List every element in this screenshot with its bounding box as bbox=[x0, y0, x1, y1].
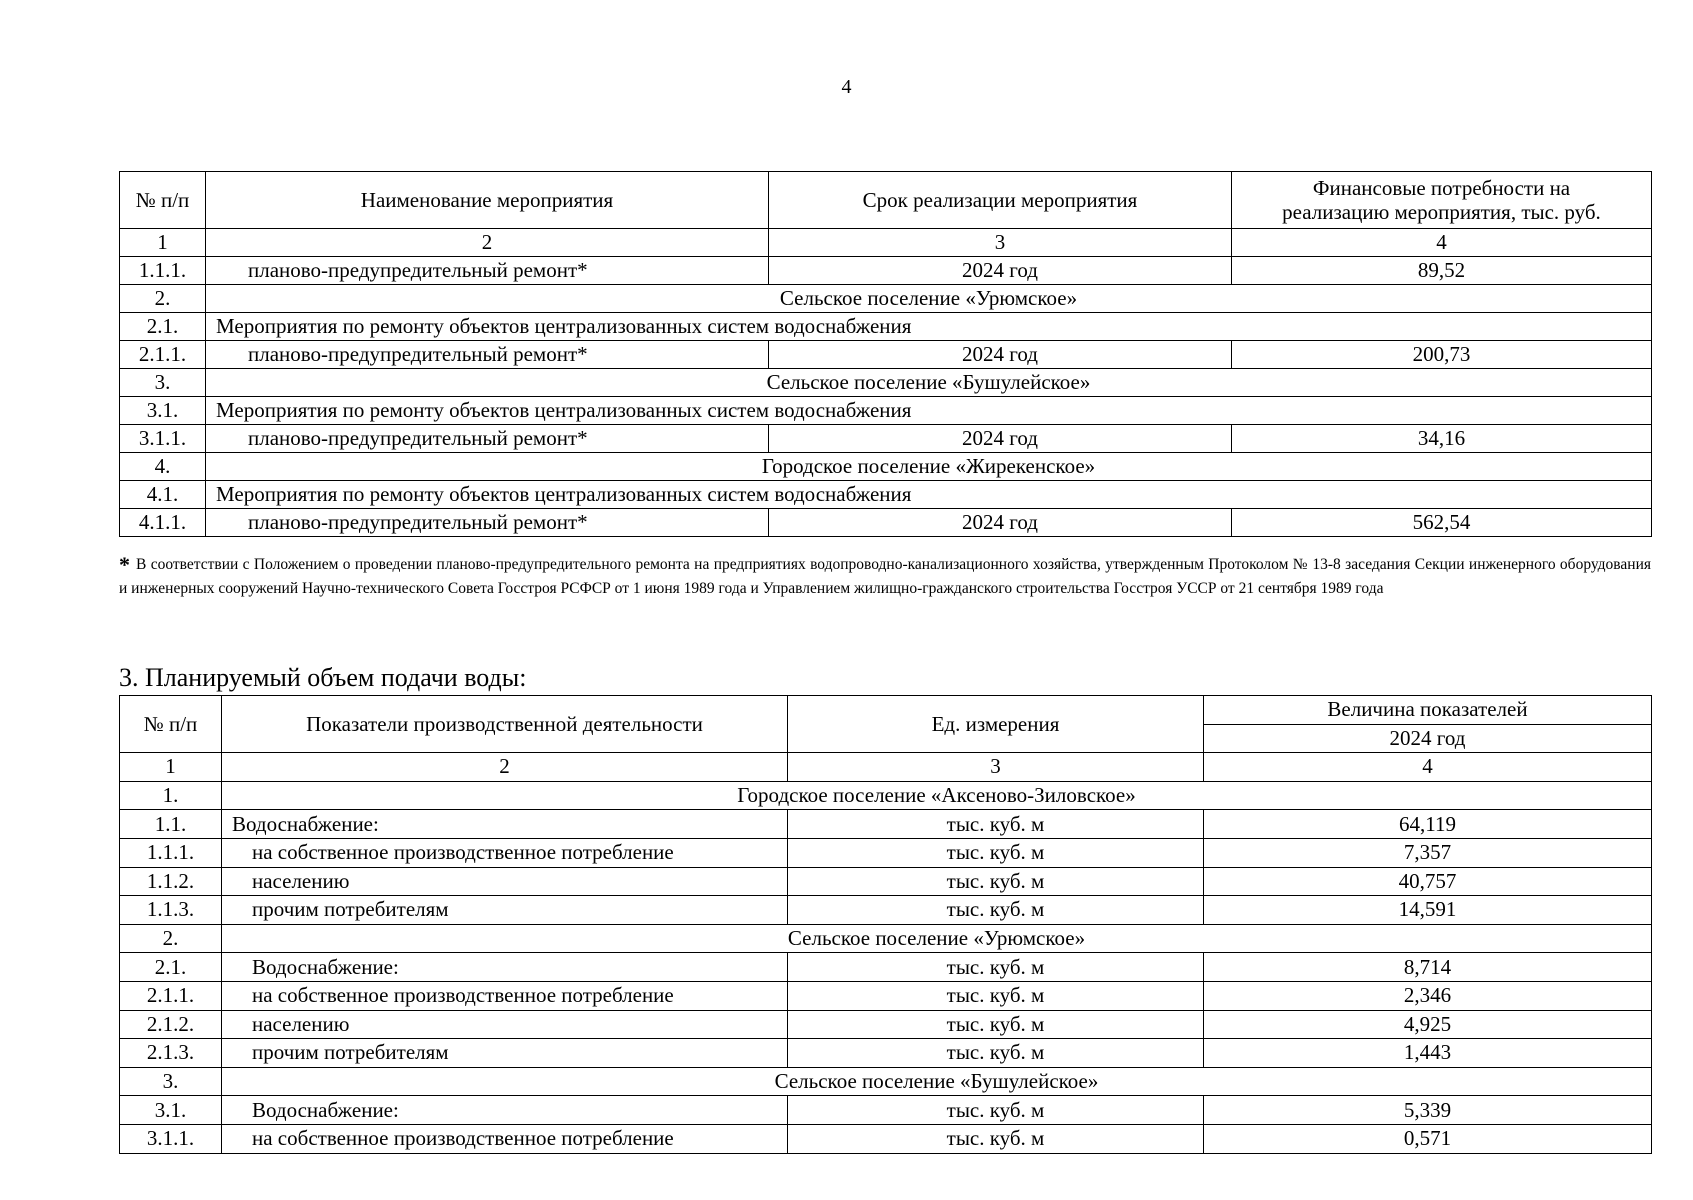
table-header-row bbox=[120, 696, 1652, 725]
table-row bbox=[120, 1096, 1652, 1125]
section-row bbox=[120, 1067, 1652, 1096]
section-title: Городское поселение «Жирекенское» bbox=[206, 453, 1652, 481]
section-row bbox=[120, 453, 1652, 481]
measure-value: 34,16 bbox=[1232, 425, 1652, 453]
section-title: Сельское поселение «Урюмское» bbox=[222, 924, 1652, 953]
row-num: 2.1.1. bbox=[120, 341, 206, 369]
table-row bbox=[120, 1124, 1652, 1153]
indicator-value: 1,443 bbox=[1204, 1039, 1652, 1068]
indicator-value: 8,714 bbox=[1204, 953, 1652, 982]
row-num: 2.1.3. bbox=[120, 1039, 222, 1068]
group-row bbox=[120, 313, 1652, 341]
section-title-water-supply: 3. Планируемый объем подачи воды: bbox=[119, 663, 527, 692]
measure-name: планово-предупредительный ремонт* bbox=[206, 341, 769, 369]
indicator-value: 4,925 bbox=[1204, 1010, 1652, 1039]
row-num: 1.1.3. bbox=[120, 896, 222, 925]
col-number: 4 bbox=[1232, 229, 1652, 257]
measure-name: планово-предупредительный ремонт* bbox=[206, 425, 769, 453]
row-num: 3. bbox=[120, 1067, 222, 1096]
table-row bbox=[120, 341, 1652, 369]
indicator-name: населению bbox=[222, 1010, 788, 1039]
indicator-value: 40,757 bbox=[1204, 867, 1652, 896]
section-title: Сельское поселение «Бушулейское» bbox=[222, 1067, 1652, 1096]
table-row bbox=[120, 257, 1652, 285]
section-title: Городское поселение «Аксеново-Зиловское» bbox=[222, 781, 1652, 810]
section-row bbox=[120, 781, 1652, 810]
indicator-unit: тыс. куб. м bbox=[788, 1124, 1204, 1153]
col-number: 1 bbox=[120, 229, 206, 257]
table-row bbox=[120, 1039, 1652, 1068]
col-number: 3 bbox=[788, 753, 1204, 782]
col-number: 3 bbox=[769, 229, 1232, 257]
indicator-value: 64,119 bbox=[1204, 810, 1652, 839]
header-num: № п/п bbox=[120, 172, 206, 229]
header-unit: Ед. измерения bbox=[788, 696, 1204, 753]
footnote-text: В соответствии с Положением о проведении планово-предупредительного ремонта на предприятиях водопроводно-канализационного хозяйства, утвержденным Протоколом № 13-8 заседания Секции инженерного оборудования и инженерных сооружений Научно-технического Совета Госстроя РСФСР от 1 июня 1989 года и Управлением жилищно-гражданского строительства Госстроя УССР от 21 сентября 1989 года bbox=[119, 556, 1651, 597]
col-number: 2 bbox=[206, 229, 769, 257]
table-row bbox=[120, 896, 1652, 925]
indicator-unit: тыс. куб. м bbox=[788, 1010, 1204, 1039]
column-number-row bbox=[120, 229, 1652, 257]
table-row bbox=[120, 981, 1652, 1010]
row-num: 2.1. bbox=[120, 313, 206, 341]
measure-term: 2024 год bbox=[769, 509, 1232, 537]
section-row bbox=[120, 285, 1652, 313]
column-number-row bbox=[120, 753, 1652, 782]
row-num: 2.1. bbox=[120, 953, 222, 982]
row-num: 1. bbox=[120, 781, 222, 810]
measure-term: 2024 год bbox=[769, 341, 1232, 369]
indicator-name: на собственное производственное потребление bbox=[222, 838, 788, 867]
row-num: 1.1.1. bbox=[120, 838, 222, 867]
indicator-unit: тыс. куб. м bbox=[788, 867, 1204, 896]
measure-term: 2024 год bbox=[769, 257, 1232, 285]
indicator-name: Водоснабжение: bbox=[222, 1096, 788, 1125]
table-row bbox=[120, 425, 1652, 453]
header-finance-line2: реализацию мероприятия, тыс. руб. bbox=[1282, 200, 1601, 224]
table-row bbox=[120, 1010, 1652, 1039]
indicator-name: населению bbox=[222, 867, 788, 896]
indicator-name: прочим потребителям bbox=[222, 1039, 788, 1068]
indicator-value: 5,339 bbox=[1204, 1096, 1652, 1125]
indicator-name: на собственное производственное потребление bbox=[222, 981, 788, 1010]
row-num: 3.1.1. bbox=[120, 425, 206, 453]
indicator-unit: тыс. куб. м bbox=[788, 838, 1204, 867]
col-number: 4 bbox=[1204, 753, 1652, 782]
group-title: Мероприятия по ремонту объектов централизованных систем водоснабжения bbox=[206, 481, 1652, 509]
header-indicator: Показатели производственной деятельности bbox=[222, 696, 788, 753]
row-num: 4.1. bbox=[120, 481, 206, 509]
row-num: 2. bbox=[120, 924, 222, 953]
footnote-star: * bbox=[119, 552, 130, 577]
measure-name: планово-предупредительный ремонт* bbox=[206, 509, 769, 537]
water-supply-table bbox=[119, 695, 1652, 1154]
indicator-value: 14,591 bbox=[1204, 896, 1652, 925]
footnote bbox=[119, 553, 1651, 601]
measure-value: 89,52 bbox=[1232, 257, 1652, 285]
group-row bbox=[120, 397, 1652, 425]
row-num: 2. bbox=[120, 285, 206, 313]
row-num: 3.1. bbox=[120, 1096, 222, 1125]
header-num: № п/п bbox=[120, 696, 222, 753]
measures-table bbox=[119, 171, 1652, 537]
indicator-name: на собственное производственное потребление bbox=[222, 1124, 788, 1153]
group-title: Мероприятия по ремонту объектов централизованных систем водоснабжения bbox=[206, 313, 1652, 341]
measure-value: 200,73 bbox=[1232, 341, 1652, 369]
row-num: 1.1.1. bbox=[120, 257, 206, 285]
row-num: 1.1.2. bbox=[120, 867, 222, 896]
measure-name: планово-предупредительный ремонт* bbox=[206, 257, 769, 285]
page-number: 4 bbox=[841, 76, 852, 98]
indicator-value: 2,346 bbox=[1204, 981, 1652, 1010]
indicator-unit: тыс. куб. м bbox=[788, 810, 1204, 839]
row-num: 3. bbox=[120, 369, 206, 397]
header-name: Наименование мероприятия bbox=[206, 172, 769, 229]
table-header-row bbox=[120, 172, 1652, 229]
row-num: 4. bbox=[120, 453, 206, 481]
header-year: 2024 год bbox=[1204, 724, 1652, 753]
row-num: 4.1.1. bbox=[120, 509, 206, 537]
header-finance-line1: Финансовые потребности на bbox=[1312, 176, 1571, 200]
row-num: 1.1. bbox=[120, 810, 222, 839]
group-title: Мероприятия по ремонту объектов централизованных систем водоснабжения bbox=[206, 397, 1652, 425]
section-title: Сельское поселение «Урюмское» bbox=[206, 285, 1652, 313]
row-num: 3.1.1. bbox=[120, 1124, 222, 1153]
table-row bbox=[120, 509, 1652, 537]
indicator-name: Водоснабжение: bbox=[222, 953, 788, 982]
indicator-name: Водоснабжение: bbox=[222, 810, 788, 839]
indicator-unit: тыс. куб. м bbox=[788, 981, 1204, 1010]
col-number: 1 bbox=[120, 753, 222, 782]
row-num: 2.1.2. bbox=[120, 1010, 222, 1039]
measure-term: 2024 год bbox=[769, 425, 1232, 453]
indicator-name: прочим потребителям bbox=[222, 896, 788, 925]
table-row bbox=[120, 838, 1652, 867]
group-row bbox=[120, 481, 1652, 509]
section-row bbox=[120, 924, 1652, 953]
row-num: 2.1.1. bbox=[120, 981, 222, 1010]
measure-value: 562,54 bbox=[1232, 509, 1652, 537]
section-title: Сельское поселение «Бушулейское» bbox=[206, 369, 1652, 397]
indicator-value: 7,357 bbox=[1204, 838, 1652, 867]
indicator-unit: тыс. куб. м bbox=[788, 953, 1204, 982]
section-row bbox=[120, 369, 1652, 397]
indicator-unit: тыс. куб. м bbox=[788, 1096, 1204, 1125]
col-number: 2 bbox=[222, 753, 788, 782]
row-num: 3.1. bbox=[120, 397, 206, 425]
header-finance bbox=[1232, 172, 1652, 229]
indicator-unit: тыс. куб. м bbox=[788, 1039, 1204, 1068]
table-row bbox=[120, 953, 1652, 982]
table-row bbox=[120, 810, 1652, 839]
header-term: Срок реализации мероприятия bbox=[769, 172, 1232, 229]
indicator-value: 0,571 bbox=[1204, 1124, 1652, 1153]
indicator-unit: тыс. куб. м bbox=[788, 896, 1204, 925]
table-row bbox=[120, 867, 1652, 896]
header-value: Величина показателей bbox=[1204, 696, 1652, 725]
